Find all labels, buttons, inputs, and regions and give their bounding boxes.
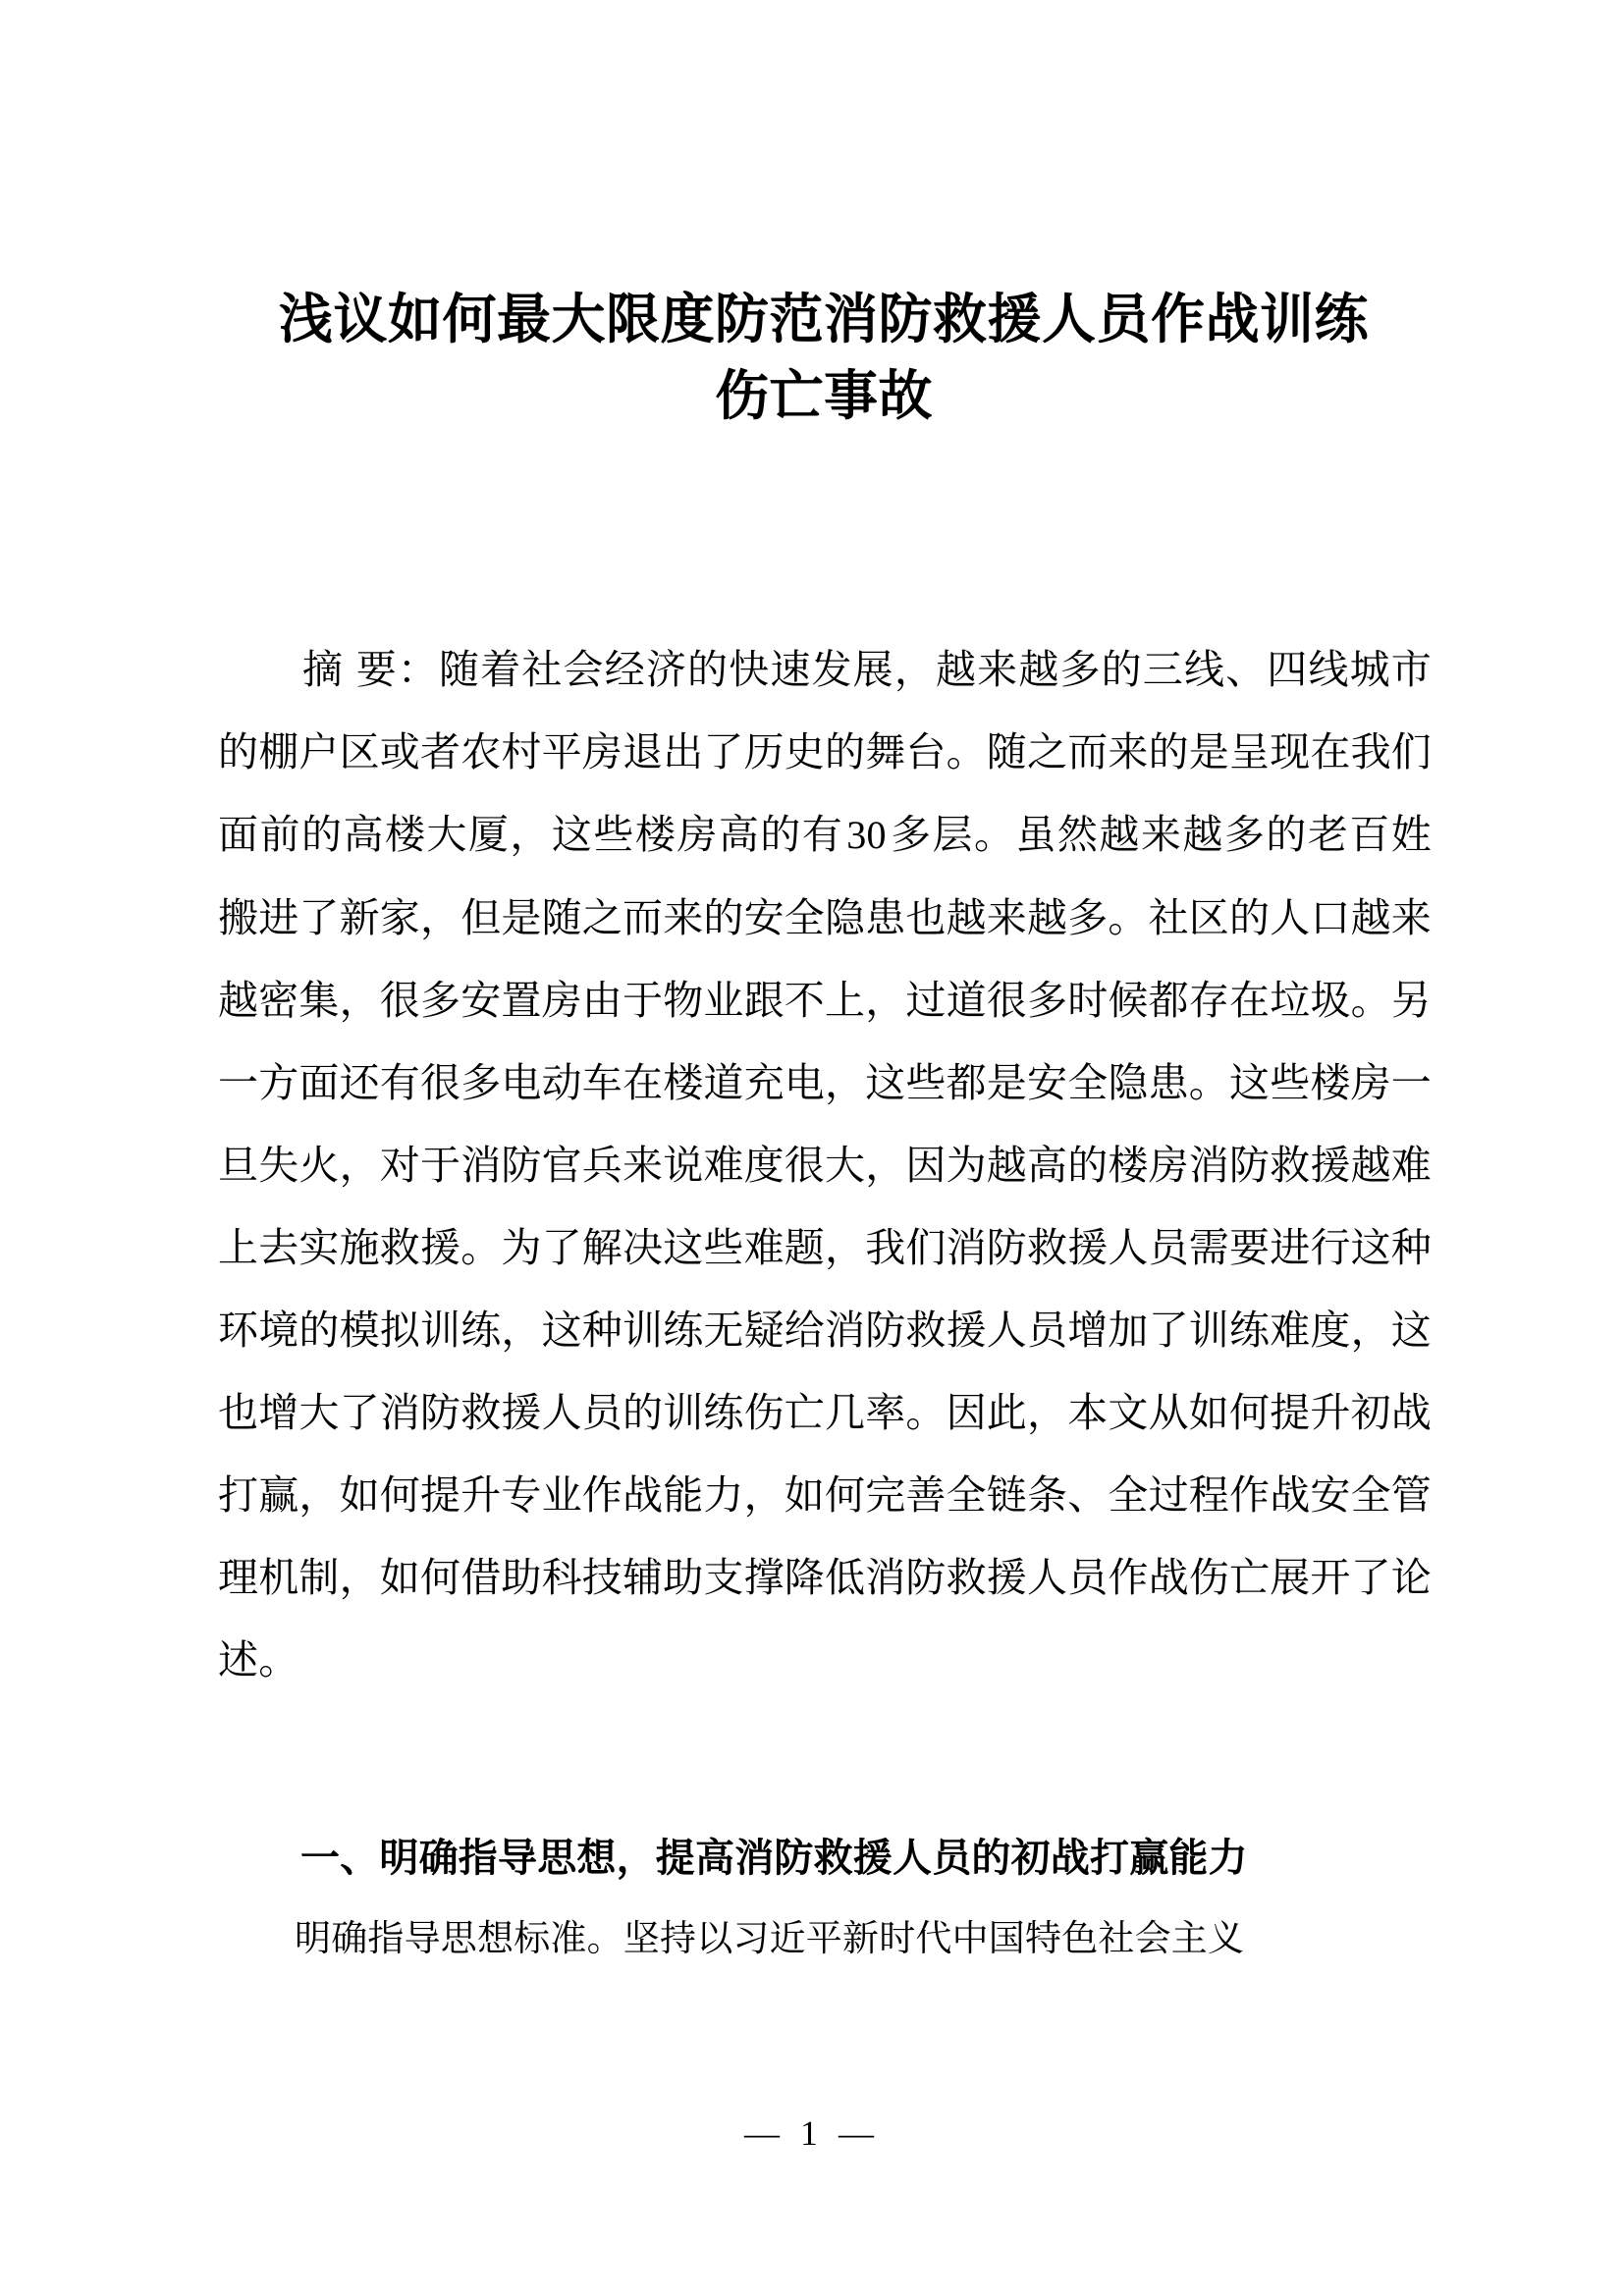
section-1-body: 明确指导思想标准。坚持以习近平新时代中国特色社会主义 <box>295 1918 1245 1958</box>
abstract-number: 30 <box>846 813 887 857</box>
abstract-text-part-2: 多层。虽然越来越多的老百姓搬进了新家，但是随之而来的安全隐患也越来越多。社区的人口越来越密集，很多安置房由于物业跟不上，过道很多时候都存在垃圾。另一方面还有很多电动车在楼道充电，这些都是安全隐患。这些楼房一旦失火，对于消防官兵来说难度很大，因为越高的楼房消防救援越难上去实施救援。为了解决这些难题，我们消防救援人员需要进行这种环境的模拟训练，这种训练无疑给消防救援人员增加了训练难度，这也增大了消防救援人员的训练伤亡几率。因此，本文从如何提升初战打赢，如何提升专业作战能力，如何完善全链条、全过程作战安全管理机制，如何借助科技辅助支撑降低消防救援人员作战伤亡展开了论述。 <box>218 812 1432 1682</box>
section-spacer <box>218 1701 1432 1817</box>
abstract-text-part-1: 摘 要：随着社会经济的快速发展，越来越多的三线、四线城市的棚户区或者农村平房退出了历史的舞台。随之而来的是呈现在我们面前的高楼大厦，这些楼房高的有 <box>218 647 1432 857</box>
abstract-paragraph <box>218 628 1432 1701</box>
page-number-footer: — 1 — <box>744 2113 880 2153</box>
document-body <box>218 628 1432 1978</box>
title-line-1: 浅议如何最大限度防范消防救援人员作战训练 <box>278 289 1369 349</box>
page-title <box>218 281 1430 434</box>
section-1-heading: 一、明确指导思想，提高消防救援人员的初战打赢能力 <box>300 1837 1248 1880</box>
title-line-2: 伤亡事故 <box>714 365 933 427</box>
